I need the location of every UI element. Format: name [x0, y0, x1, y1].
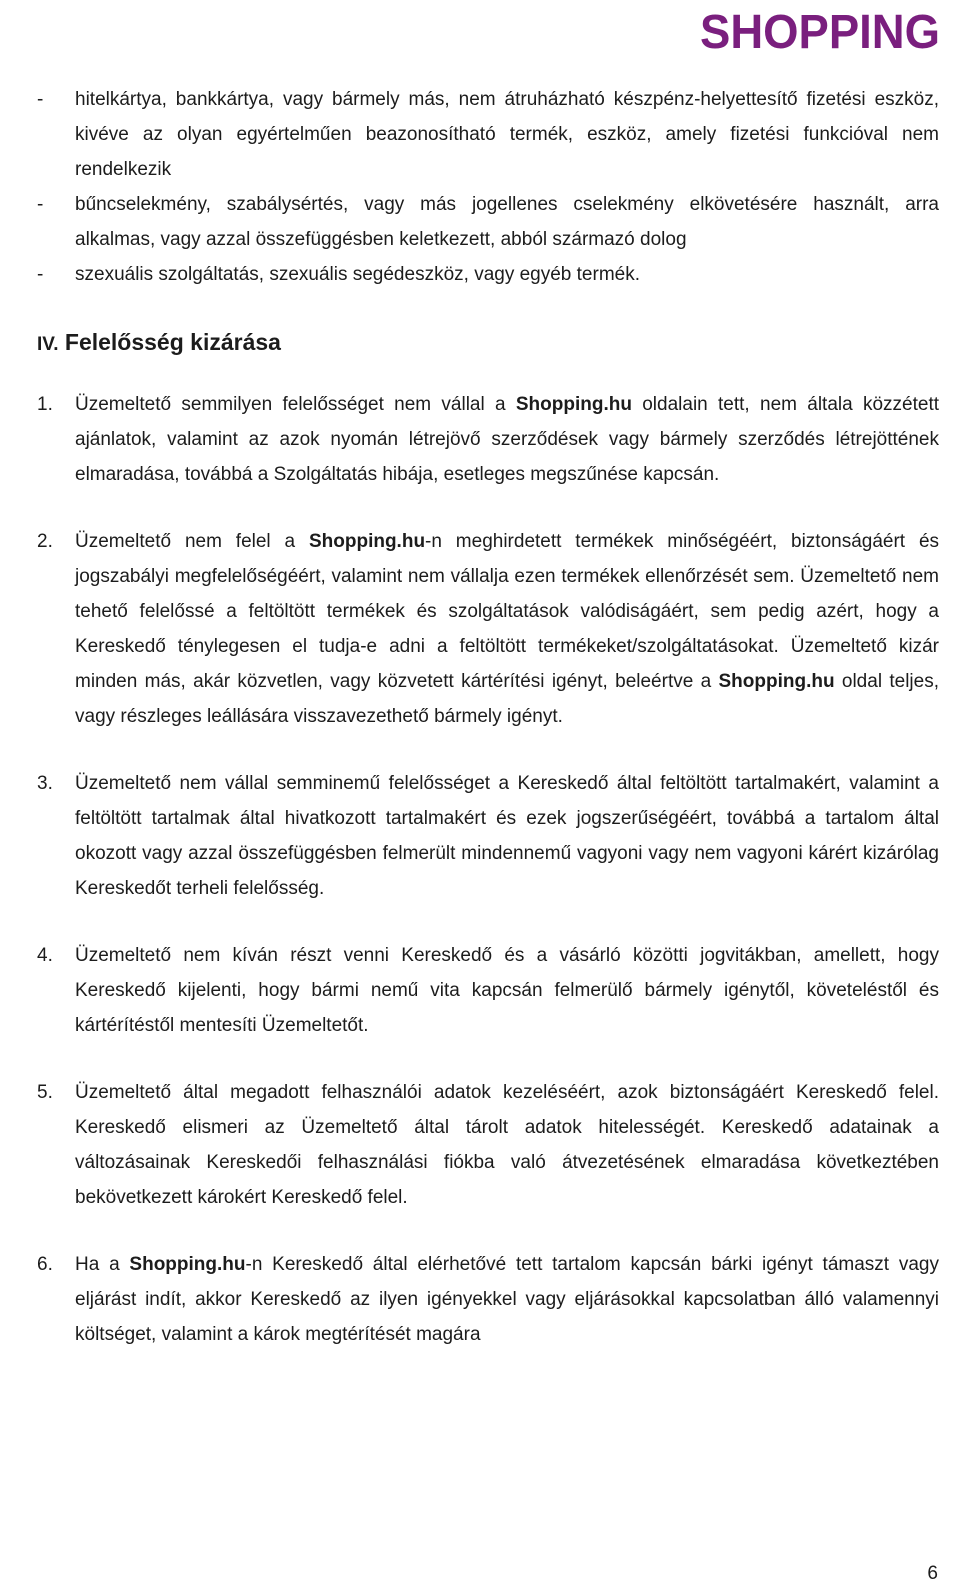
site-name: Shopping.hu: [515, 394, 632, 415]
clause-text: Üzemeltető nem kíván részt venni Kereskedő és a vásárló közötti jogvitákban, amellett, hogy Kereskedő kijelenti, hogy bármi nemű vita kapcsán felmerülő bármely igénytől, követeléstől és kártérítéstől mentesíti Üzemeltetőt.: [75, 945, 939, 1036]
page-number: 6: [927, 1563, 938, 1584]
clause-text: Üzemeltető nem vállal semminemű felelősséget a Kereskedő által feltöltött tartalmakért, valamint a feltöltött tartalmak által hivatkozott tartalmakért és ezek jogszerűségéért, továbbá a tartalom által okozott vagy azzal összefüggésben felmerült mindennemű vagyoni vagy nem vagyoni kárért kizárólag Kereskedőt terheli felelősség.: [75, 773, 939, 899]
shopping-logo-wordmark: SHOPPING: [700, 6, 940, 58]
bullet-dash: -: [37, 264, 44, 285]
bullet-text: hitelkártya, bankkártya, vagy bármely más, nem átruházható készpénz-helyettesítő fizetési eszköz, kivéve az olyan egyértelműen beazonosítható termék, eszköz, amely fizetési funkcióval nem rendelkezik: [75, 89, 939, 180]
document-page: [37, 82, 939, 1352]
clause-text-part: oldal teljes, vagy részleges leállására visszavezethető bármely igényt.: [75, 671, 939, 727]
clause-5: [37, 1075, 939, 1215]
bullet-text: bűncselekmény, szabálysértés, vagy más jogellenes cselekmény elkövetésére használt, arra alkalmas, vagy azzal összefüggésben keletkezett, abból származó dolog: [75, 194, 939, 250]
clause-text: [75, 394, 939, 485]
clause-6: [37, 1247, 939, 1352]
clause-number: 2.: [37, 531, 53, 552]
shopping-logo-image: [696, 2, 944, 58]
clause-text-part: -n Kereskedő által elérhetővé tett tartalom kapcsán bárki igényt támaszt vagy eljárást indít, akkor Kereskedő az ilyen igényekkel vagy eljárásokkal kapcsolatban álló valamennyi költséget, valamint a károk megtérítését magára: [75, 1254, 939, 1345]
site-name: Shopping.hu: [308, 531, 426, 552]
bullet-text: szexuális szolgáltatás, szexuális segédeszköz, vagy egyéb termék.: [75, 264, 640, 285]
bullet-dash: -: [37, 89, 44, 110]
clause-1: [37, 387, 939, 492]
clause-number: 3.: [37, 773, 53, 794]
excluded-items-list: [37, 82, 939, 292]
clause-text-part: Üzemeltető nem felel a: [75, 531, 309, 552]
clause-text: [75, 531, 939, 727]
clause-number: 4.: [37, 945, 53, 966]
clause-number: 1.: [37, 394, 53, 415]
clause-text: Üzemeltető által megadott felhasználói adatok kezeléséért, azok biztonságáért Kereskedő felel. Kereskedő elismeri az Üzemeltető által tárolt adatok hitelességét. Kereskedő adatainak a változásainak Kereskedői felhasználási fiókba való átvezetésének elmaradása következtében bekövetkezett károkért Kereskedő felel.: [75, 1082, 939, 1208]
clause-number: 5.: [37, 1082, 53, 1103]
shopping-logo: [696, 2, 944, 58]
section-title: Felelősség kizárása: [64, 329, 281, 355]
clause-3: [37, 766, 939, 906]
clause-number: 6.: [37, 1254, 53, 1275]
clause-text-part: -n meghirdetett termékek minőségéért, biztonságáért és jogszabályi megfelelőségéért, valamint nem vállalja ezen termékek ellenőrzését sem. Üzemeltető nem tehető felelőssé a feltöltött termékek és szolgáltatások valódiságáért, sem pedig azért, hogy a Kereskedő ténylegesen el tudja-e adni a feltöltött termékeket/szolgáltatásokat. Üzemeltető kizár minden más, akár közvetlen, vagy közvetett kártérítési igényt, beleértve a: [75, 531, 940, 692]
clause-text: [75, 1254, 939, 1345]
clause-4: [37, 938, 939, 1043]
clause-2: [37, 524, 939, 734]
site-name: Shopping.hu: [129, 1254, 246, 1275]
site-name: Shopping.hu: [718, 671, 835, 692]
section-heading: [37, 326, 939, 361]
list-item: [37, 82, 939, 187]
list-item: [37, 187, 939, 257]
list-item: [37, 257, 939, 292]
section-numeral: IV.: [37, 334, 59, 355]
clause-text-part: oldalain tett, nem általa közzétett ajánlatok, valamint az azok nyomán létrejövő szerződések vagy bármely szerződés létrejöttének elmaradása, továbbá a Szolgáltatás hibája, esetleges megszűnése kapcsán.: [75, 394, 940, 485]
clause-text-part: Ha a: [75, 1254, 130, 1275]
clause-text-part: Üzemeltető semmilyen felelősséget nem vállal a: [75, 394, 516, 415]
liability-clauses: [37, 387, 939, 1352]
bullet-dash: -: [37, 194, 44, 215]
